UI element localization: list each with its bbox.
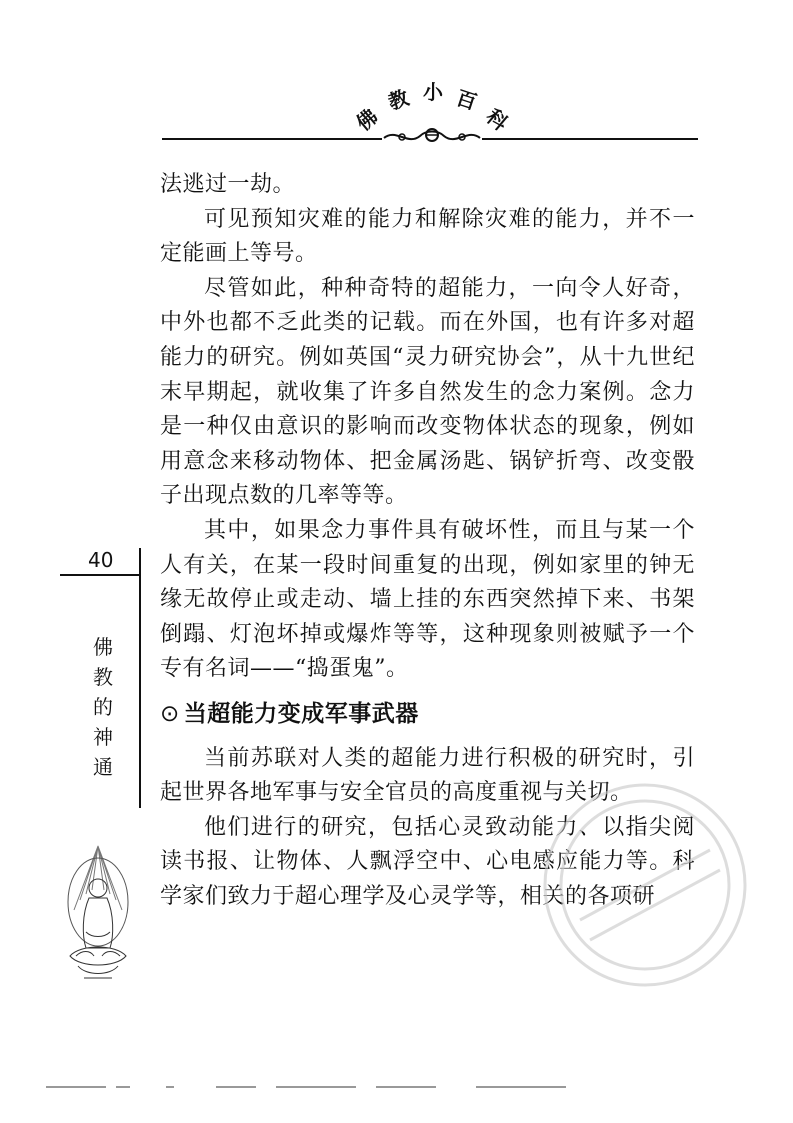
book-title-char: 神 — [93, 725, 113, 749]
page-number-rule — [60, 574, 140, 576]
margin-rule — [139, 548, 141, 808]
header-char: 科 — [481, 104, 513, 136]
header-char: 佛 — [351, 104, 383, 136]
book-title-char: 通 — [93, 755, 113, 779]
buddha-figure-icon — [62, 840, 134, 990]
scan-artifact-icon — [46, 1083, 576, 1091]
book-title-char: 佛 — [93, 635, 113, 659]
book-title-char: 教 — [93, 665, 113, 689]
section-heading-text: 当超能力变成军事武器 — [183, 700, 419, 727]
header-ornament-icon — [382, 124, 482, 150]
paragraph: 可见预知灾难的能力和解除灾难的能力，并不一定能画上等号。 — [160, 206, 695, 267]
paragraph: 他们进行的研究，包括心灵致动能力、以指尖阅读书报、让物体、人飘浮空中、心电感应能力等。科学家们致力于超心理学及心灵学等，相关的各项研 — [160, 814, 695, 909]
paragraph: 法逃过一劫。 — [160, 172, 296, 197]
book-title-char: 的 — [93, 695, 113, 719]
page-number: 40 — [88, 548, 114, 572]
vertical-book-title — [88, 632, 118, 782]
header-char: 百 — [453, 85, 480, 115]
paragraph: 尽管如此，种种奇特的超能力，一向令人好奇，中外也都不乏此类的记载。而在外国，也有许多对超能力的研究。例如英国“灵力研究协会”，从十九世纪末早期起，就收集了许多自然发生的念力案例。念力是一种仅由意识的影响而改变物体状态的现象，例如用意念来移动物体、把金属汤匙、锅铲折弯、改变骰子出现点数的几率等等。 — [160, 275, 695, 509]
section-heading — [160, 697, 695, 732]
header-char: 教 — [385, 85, 412, 115]
scan-watermark-icon — [530, 770, 760, 1000]
header-char: 小 — [423, 80, 443, 104]
paragraph: 其中，如果念力事件具有破坏性，而且与某一个人有关，在某一段时间重复的出现，例如家里的钟无缘无故停止或走动、墙上挂的东西突然掉下来、书架倒蹋、灯泡坏掉或爆炸等等，这种现象则被赋予一个专有名词——“捣蛋鬼”。 — [160, 517, 695, 682]
section-marker: ⊙ — [160, 700, 180, 727]
paragraph: 当前苏联对人类的超能力进行积极的研究时，引起世界各地军事与安全官员的高度重视与关切。 — [160, 745, 695, 806]
